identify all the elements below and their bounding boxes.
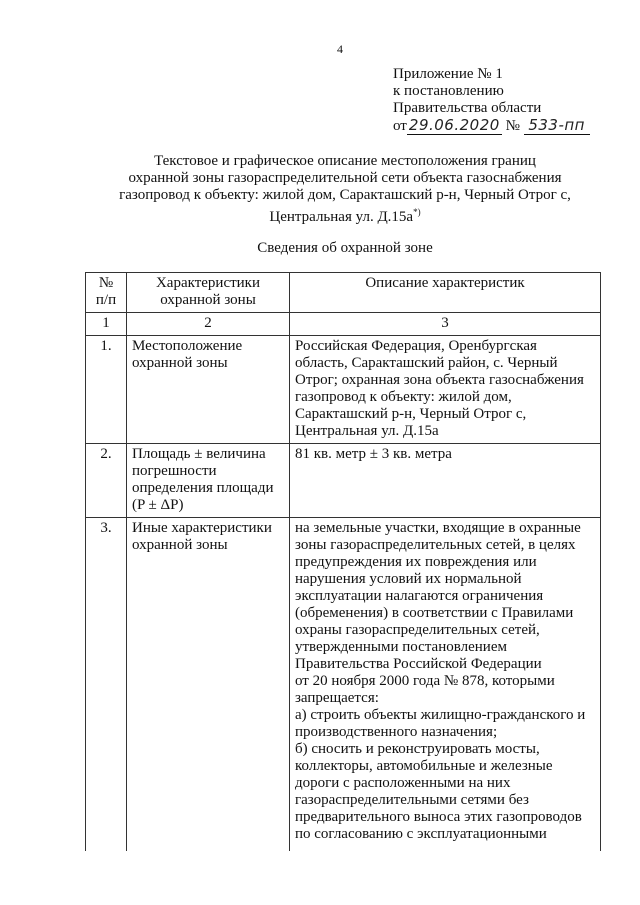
row-num: 3. xyxy=(86,518,127,859)
appendix-line-3: Правительства области xyxy=(393,100,542,116)
document-title xyxy=(100,153,590,226)
cell-line: погрешности xyxy=(132,463,217,479)
handwritten-number: 533-пп xyxy=(524,117,590,135)
number-prefix: № xyxy=(505,118,520,134)
cell-line: от 20 ноября 2000 года № 878, которыми xyxy=(295,673,555,689)
cell-line: Иные характеристики xyxy=(132,520,272,536)
cell-line: Площадь ± величина xyxy=(132,446,266,462)
page-number: 4 xyxy=(337,42,343,56)
row-description xyxy=(290,336,601,444)
index-cell: 2 xyxy=(127,313,290,336)
title-line-3: газопровод к объекту: жилой дом, Саракташский р-н, Черный Отрог с, xyxy=(119,187,571,203)
row-characteristic xyxy=(127,518,290,859)
appendix-date-line xyxy=(393,117,590,135)
cell-line: на земельные участки, входящие в охранные xyxy=(295,520,581,536)
title-line-2: охранной зоны газораспределительной сети объекта газоснабжения xyxy=(128,170,562,186)
cell-line: газораспределительными сетями без xyxy=(295,792,529,808)
row-characteristic xyxy=(127,444,290,518)
page-bottom-margin xyxy=(0,851,640,905)
cell-line: по согласованию с эксплуатационными xyxy=(295,826,547,842)
table-header-row xyxy=(86,273,601,313)
section-subtitle: Сведения об охранной зоне xyxy=(257,240,433,256)
footnote-mark: *) xyxy=(413,207,421,217)
cell-line: б) сносить и реконструировать мосты, xyxy=(295,741,540,757)
cell-line: охранной зоны xyxy=(132,355,228,371)
header-characteristics xyxy=(127,273,290,313)
header-num-line-2: п/п xyxy=(95,292,117,308)
cell-line: производственного назначения; xyxy=(295,724,498,740)
cell-line: охранной зоны xyxy=(132,537,228,553)
zone-table xyxy=(85,272,601,859)
handwritten-date: 29.06.2020 xyxy=(407,117,502,135)
row-characteristic xyxy=(127,336,290,444)
cell-line: Отрог; охранная зона объекта газоснабжения xyxy=(295,372,584,388)
title-line-4: Центральная ул. Д.15а xyxy=(269,209,414,225)
cell-line: (P ± ΔP) xyxy=(132,497,184,513)
cell-line: зоны газораспределительных сетей, в целях xyxy=(295,537,576,553)
cell-line: предварительного выноса этих газопроводов xyxy=(295,809,582,825)
title-line-4-wrap xyxy=(100,204,590,226)
date-prefix: от xyxy=(393,118,407,134)
row-num: 2. xyxy=(86,444,127,518)
row-description xyxy=(290,444,601,518)
header-num xyxy=(86,273,127,313)
appendix-line-1: Приложение № 1 xyxy=(393,66,503,82)
table-index-row xyxy=(86,313,601,336)
cell-line: Правительства Российской Федерации xyxy=(295,656,542,672)
header-description: Описание характеристик xyxy=(290,273,601,313)
appendix-block xyxy=(393,66,590,135)
cell-line: охраны газораспределительных сетей, xyxy=(295,622,540,638)
cell-line: утвержденными постановлением xyxy=(295,639,507,655)
index-cell: 1 xyxy=(86,313,127,336)
cell-line: а) строить объекты жилищно-гражданского и xyxy=(295,707,586,723)
row-description xyxy=(290,518,601,859)
cell-line: Центральная ул. Д.15а xyxy=(295,423,439,439)
table-row xyxy=(86,444,601,518)
cell-line: область, Саракташский район, с. Черный xyxy=(295,355,558,371)
title-line-1: Текстовое и графическое описание местоположения границ xyxy=(154,153,536,169)
cell-line: запрещается: xyxy=(295,690,379,706)
table-row xyxy=(86,336,601,444)
header-char-line-2: охранной зоны xyxy=(160,292,256,308)
cell-line: нарушения условий их нормальной xyxy=(295,571,522,587)
cell-line: Российская Федерация, Оренбургская xyxy=(295,338,537,354)
header-num-line-1: № xyxy=(98,275,114,291)
table-row xyxy=(86,518,601,859)
cell-line: определения площади xyxy=(132,480,274,496)
cell-line: коллекторы, автомобильные и железные xyxy=(295,758,553,774)
cell-line: предупреждения их повреждения или xyxy=(295,554,537,570)
index-cell: 3 xyxy=(290,313,601,336)
cell-line: Саракташский р-н, Черный Отрог с, xyxy=(295,406,527,422)
appendix-line-2: к постановлению xyxy=(393,83,504,99)
row-num: 1. xyxy=(86,336,127,444)
cell-line: дороги с расположенными на них xyxy=(295,775,511,791)
cell-line: газопровод к объекту: жилой дом, xyxy=(295,389,512,405)
header-char-line-1: Характеристики xyxy=(155,275,261,291)
cell-line: Местоположение xyxy=(132,338,243,354)
cell-line: 81 кв. метр ± 3 кв. метра xyxy=(295,446,452,462)
cell-line: (обременения) в соответствии с Правилами xyxy=(295,605,574,621)
cell-line: эксплуатации налагаются ограничения xyxy=(295,588,544,604)
